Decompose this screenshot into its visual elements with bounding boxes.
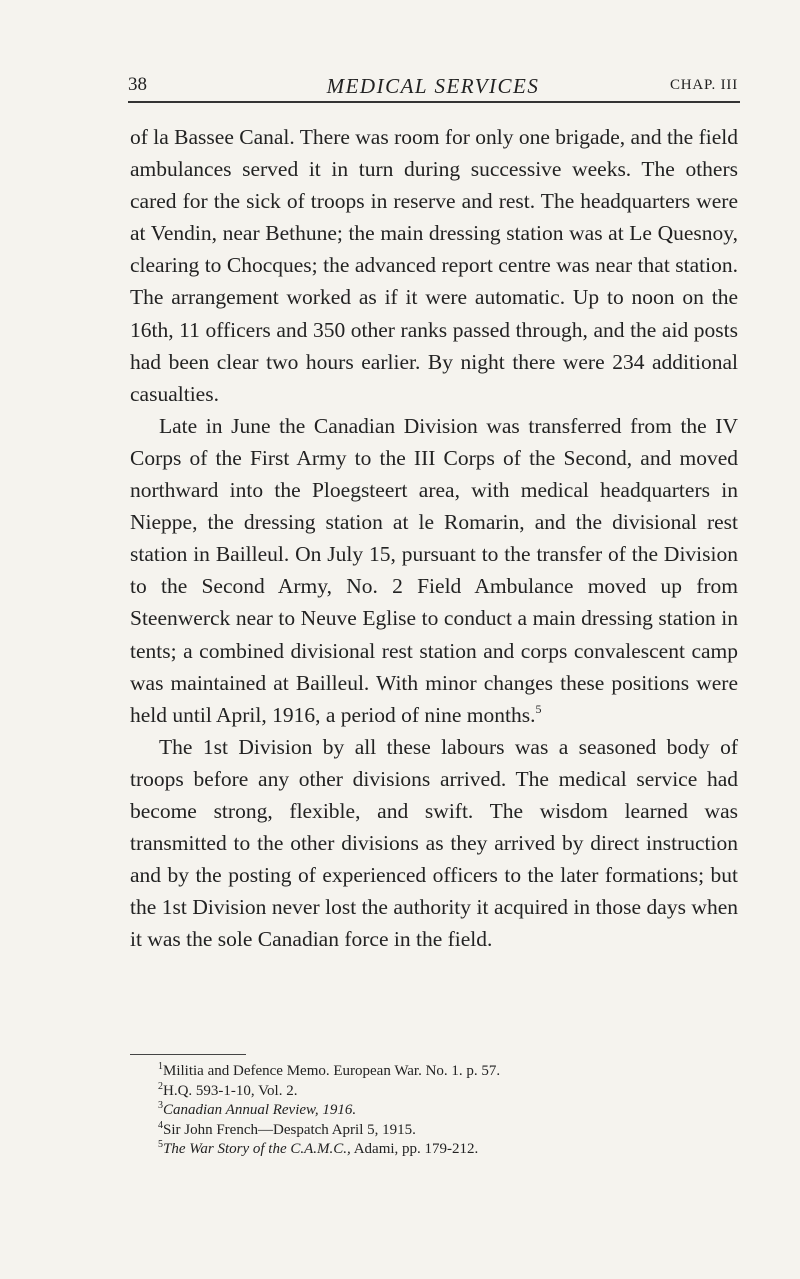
footnote-number: 5 — [158, 1139, 163, 1150]
footnotes — [130, 1062, 740, 1160]
paragraph-1 — [130, 121, 738, 410]
footnote-number: 3 — [158, 1100, 163, 1111]
paragraph-1-text: of la Bassee Canal. There was room for only one brigade, and the field ambulances served it in turn during successive weeks. The others cared for the sick of troops in reserve and rest. The headquarters were at Vendin, near Bethune; the main dressing station was at Le Quesnoy, clearing to Chocques; the advanced report centre was near that station. The arrangement worked as if it were automatic. Up to noon on the 16th, 11 officers and 350 other ranks passed through, and the aid posts had been clear two hours earlier. By night there were 234 additional casualties. — [130, 125, 738, 406]
footnote-2 — [130, 1082, 740, 1102]
footnote-ref: 5 — [535, 701, 542, 716]
footnote-title: The War Story of the C.A.M.C., — [163, 1141, 351, 1157]
header-rule — [128, 101, 740, 103]
footnote-number: 4 — [158, 1119, 163, 1131]
footnote-number: 1 — [158, 1061, 163, 1072]
paragraph-3 — [130, 731, 738, 956]
footnote-text: Adami, pp. 179-212. — [350, 1141, 479, 1157]
book-title: MEDICAL SERVICES — [326, 74, 540, 98]
paragraph-3-text: The 1st Division by all these labours was a seasoned body of troops before any other divisions arrived. The medical service had become strong, flexible, and swift. The wisdom learned was transmitted to the other divisions as they arrived by direct instruction and by the posting of experienced officers to the later formations; but the 1st Division never lost the authority it acquired in those days when it was the sole Canadian force in the field. — [130, 734, 738, 952]
footnote-number: 2 — [158, 1080, 163, 1092]
footnote-1 — [130, 1062, 740, 1082]
chapter-label: CHAP. III — [669, 77, 738, 93]
footnote-4 — [130, 1121, 740, 1141]
footnote-3 — [130, 1101, 740, 1121]
footnote-title: Canadian Annual Review, 1916. — [163, 1102, 357, 1118]
paragraph-2 — [130, 410, 738, 731]
footnote-text: Militia and Defence Memo. European War. No. 1. p. 57. — [163, 1063, 501, 1079]
footnote-rule — [130, 1054, 246, 1055]
footnote-text: H.Q. 593-1-10, Vol. 2. — [163, 1082, 298, 1099]
paragraph-2-text: Late in June the Canadian Division was transferred from the IV Corps of the First Army to the III Corps of the Second, and moved northward into the Ploegsteert area, with medical headquarters in Nieppe, the dressing station at le Romarin, and the divisional rest station in Bailleul. On July 15, pursuant to the transfer of the Division to the Second Army, No. 2 Field Ambulance moved up from Steenwerck near to Neuve Eglise to conduct a main dressing station in tents; a combined divisional rest station and corps convalescent camp was maintained at Bailleul. With minor changes these positions were held until April, 1916, a period of nine months. — [130, 413, 738, 727]
running-head — [128, 74, 738, 98]
page-number: 38 — [128, 74, 147, 95]
footnote-text: Sir John French—Despatch April 5, 1915. — [163, 1121, 416, 1138]
body-text — [130, 121, 738, 955]
footnote-5 — [130, 1140, 740, 1160]
